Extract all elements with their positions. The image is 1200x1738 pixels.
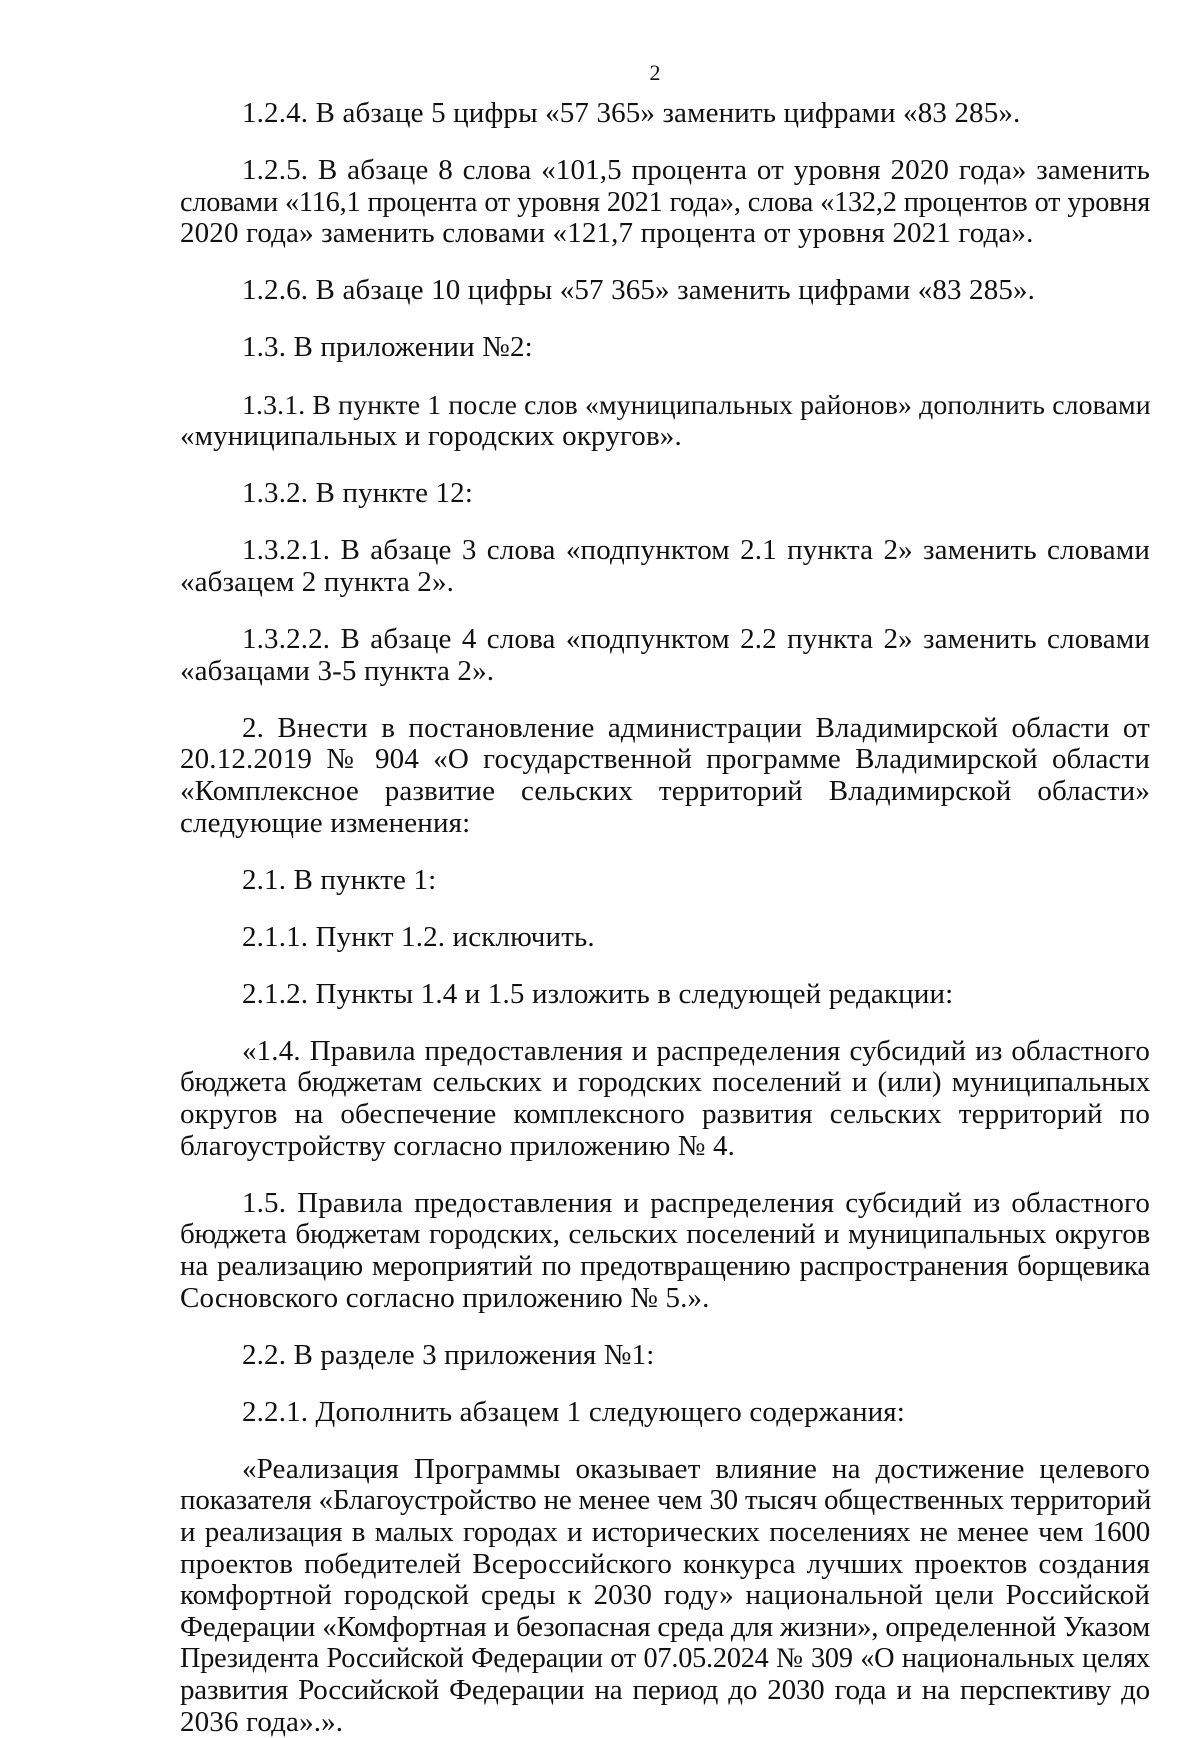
paragraph-2 [180, 713, 1150, 839]
paragraph-1-3-2 [180, 478, 1150, 510]
paragraph-2-1-2 [180, 979, 1150, 1011]
paragraph-1-2-4 [180, 98, 1150, 130]
text-line: «1.4. Правила предоставления и распределения субсидий из областного [242, 1034, 1150, 1067]
page-number: 2 [649, 60, 661, 85]
text-line: на реализацию мероприятий по предотвращению распространения борщевика [180, 1249, 1150, 1282]
paragraph-1-2-5 [180, 155, 1150, 250]
text-line: и реализация в малых городах и исторических поселениях не менее чем 1600 [180, 1516, 1150, 1548]
text-line: бюджета бюджетам сельских и городских поселений и (или) муниципальных [180, 1066, 1150, 1099]
text-line: 2.1.1. Пункт 1.2. исключить. [242, 920, 595, 953]
paragraph-quote-1-5 [180, 1188, 1150, 1314]
paragraph-1-3-2-1 [180, 535, 1150, 598]
text-line: 2036 года».». [180, 1705, 344, 1738]
text-line: «Реализация Программы оказывает влияние на достижение целевого [242, 1452, 1150, 1485]
text-line: 1.2.4. В абзаце 5 цифры «57 365» заменить цифрами «83 285». [242, 97, 1021, 129]
text-line: бюджета бюджетам городских, сельских поселений и муниципальных округов [180, 1218, 1150, 1251]
text-line: 1.3.2.1. В абзаце 3 слова «подпунктом 2.1 пункта 2» заменить словами [242, 534, 1150, 567]
text-line: 20.12.2019 № 904 «О государственной программе Владимирской области [180, 743, 1150, 776]
text-line: «абзацем 2 пункта 2». [180, 565, 454, 598]
text-line: 1.3.2. В пункте 12: [242, 477, 474, 510]
paragraph-2-1 [180, 865, 1150, 897]
paragraph-1-3 [180, 332, 1150, 364]
text-line: развития Российской Федерации на период до 2030 года и на перспективу до [180, 1673, 1150, 1706]
text-line: 2.1. В пункте 1: [242, 863, 437, 896]
paragraph-1-3-1 [180, 390, 1150, 453]
text-line: 1.5. Правила предоставления и распределения субсидий из областного [242, 1186, 1150, 1219]
text-line: 2020 года» заменить словами «121,7 процента от уровня 2021 года». [180, 217, 1034, 250]
paragraph-1-2-6 [180, 275, 1150, 307]
paragraph-2-1-1 [180, 922, 1150, 954]
text-line: «муниципальных и городских округов». [180, 420, 682, 453]
paragraph-quote-realization [180, 1454, 1150, 1738]
paragraph-quote-1-4 [180, 1036, 1150, 1162]
text-line: Федерации «Комфортная и безопасная среда для жизни», определенной Указом [180, 1610, 1150, 1643]
paragraph-2-2 [180, 1340, 1150, 1372]
text-line: «Комплексное развитие сельских территорий Владимирской области» [180, 774, 1150, 807]
text-line: 2.2.1. Дополнить абзацем 1 следующего содержания: [242, 1395, 906, 1428]
text-line: Сосновского согласно приложению № 5.». [180, 1281, 710, 1314]
text-line: 1.2.6. В абзаце 10 цифры «57 365» заменить цифрами «83 285». [242, 274, 1036, 307]
text-line: показателя «Благоустройство не менее чем 30 тысяч общественных территорий [180, 1484, 1152, 1517]
paragraph-2-2-1 [180, 1397, 1150, 1429]
text-line: 2. Внести в постановление администрации Владимирской области от [242, 711, 1150, 744]
paragraph-1-3-2-2 [180, 624, 1150, 687]
text-line: 1.3.2.2. В абзаце 4 слова «подпунктом 2.2 пункта 2» заменить словами [242, 623, 1150, 656]
text-line: словами «116,1 процента от уровня 2021 года», слова «132,2 процентов от уровня [180, 186, 1150, 218]
text-line: «абзацами 3-5 пункта 2». [180, 654, 495, 687]
text-line: 2.1.2. Пункты 1.4 и 1.5 изложить в следующей редакции: [242, 977, 954, 1010]
text-line: комфортной городской среды к 2030 году» национальной цели Российской [180, 1579, 1150, 1612]
text-line: 2.2. В разделе 3 приложения №1: [242, 1338, 655, 1371]
text-line: благоустройству согласно приложению № 4. [180, 1129, 736, 1162]
text-line: Президента Российской Федерации от 07.05.2024 № 309 «О национальных целях [180, 1643, 1150, 1675]
text-line: округов на обеспечение комплексного развития сельских территорий по [180, 1098, 1150, 1131]
text-line: 1.3.1. В пункте 1 после слов «муниципальных районов» дополнить словами [242, 389, 1151, 421]
text-line: проектов победителей Всероссийского конкурса лучших проектов создания [180, 1547, 1150, 1580]
text-line: 1.2.5. В абзаце 8 слова «101,5 процента от уровня 2020 года» заменить [242, 154, 1150, 187]
text-line: 1.3. В приложении №2: [242, 331, 533, 364]
text-line: следующие изменения: [180, 806, 471, 839]
